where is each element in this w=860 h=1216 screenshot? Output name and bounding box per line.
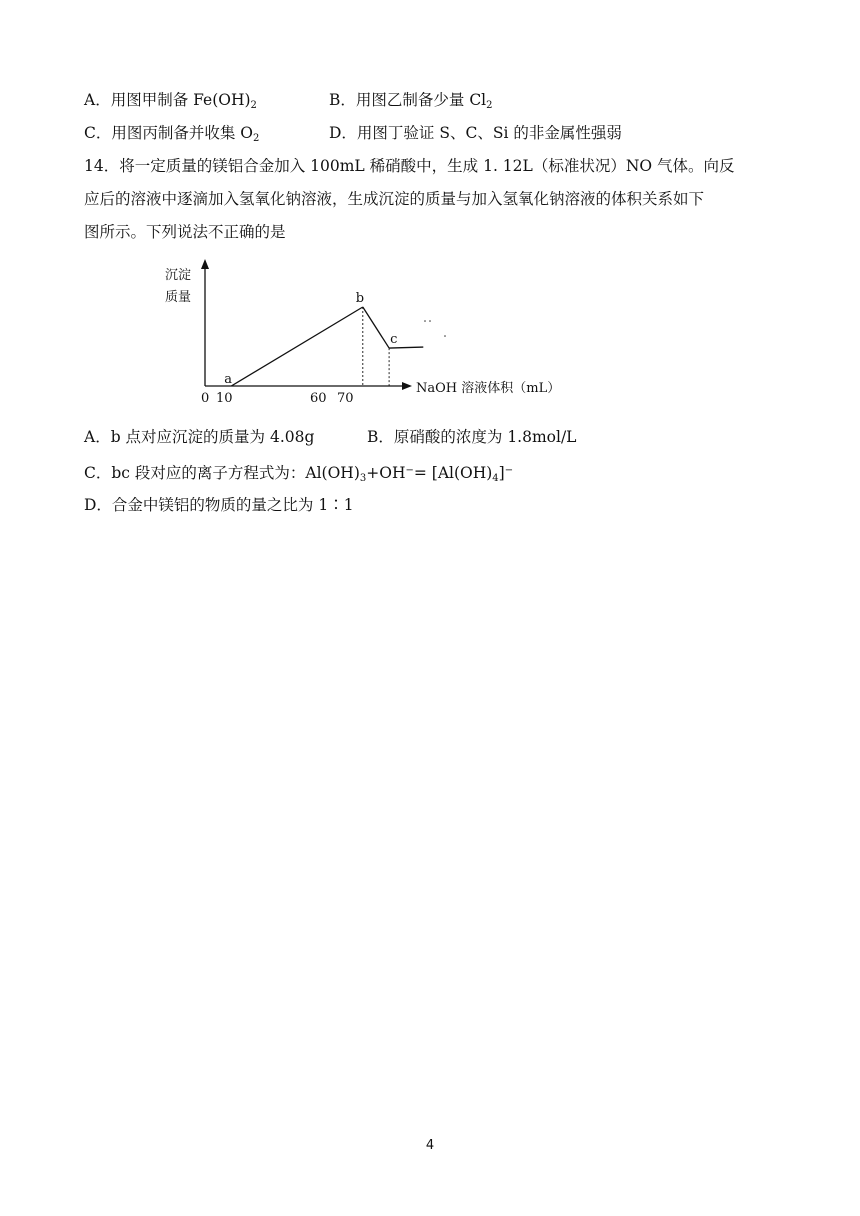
q14-stem-line1: 14．将一定质量的镁铝合金加入 100mL 稀硝酸中，生成 1. 12L（标准状况）NO 气体。向反 [84, 157, 735, 175]
line-segment-plateau [389, 347, 423, 348]
x-axis-label: NaOH 溶液体积（mL） [416, 381, 561, 396]
page-number: 4 [425, 1138, 435, 1153]
scan-dot [444, 335, 446, 337]
point-label-c: c [390, 332, 398, 348]
q13-options-row2 [84, 122, 622, 150]
q13-option-a: A．用图甲制备 $Fe(OH)_2$ [84, 91, 257, 111]
origin-label: 0 [201, 391, 210, 405]
q13-options-row1 [84, 89, 493, 117]
x-tick-label-70: 70 [337, 391, 354, 405]
q14-stem-line2: 应后的溶液中逐滴加入氢氧化钠溶液，生成沉淀的质量与加入氢氧化钠溶液的体积关系如下 [84, 190, 705, 208]
scan-dot [429, 320, 431, 322]
point-label-a: a [224, 372, 233, 387]
line-segment-ab [231, 307, 362, 386]
point-label-b: b [355, 291, 365, 306]
line-segment-bc [363, 307, 389, 348]
q13-option-c: C．用图丙制备并收集 $O_2$ [84, 124, 260, 144]
q14-stem-line3: 图所示。下列说法不正确的是 [84, 223, 286, 241]
x-tick-label-10: 10 [216, 391, 233, 405]
x-axis-arrow [402, 382, 412, 390]
q14-option-d: D．合金中镁铝的物质的量之比为 1∶1 [84, 496, 354, 514]
scan-dot [424, 320, 426, 322]
q14-options-row1 [84, 426, 577, 448]
q14-option-a: A．b 点对应沉淀的质量为 4.08g [84, 428, 315, 446]
y-axis-label-line1: 沉淀 [165, 268, 192, 283]
q14-option-c: C．bc 段对应的离子方程式为：$Al(OH)_3+OH^-= [Al(OH)_4]^-$ [84, 464, 514, 484]
y-axis-label-line2: 质量 [165, 290, 192, 305]
q13-option-d: D．用图丁验证 S、C、Si 的非金属性强弱 [329, 124, 622, 142]
x-tick-label-60: 60 [310, 391, 327, 405]
q13-option-b: B．用图乙制备少量 $Cl_2$ [329, 91, 493, 111]
y-axis-arrow [201, 259, 209, 269]
precipitate-graph [150, 255, 590, 405]
q14-option-b: B．原硝酸的浓度为 1.8mol/L [367, 428, 577, 446]
